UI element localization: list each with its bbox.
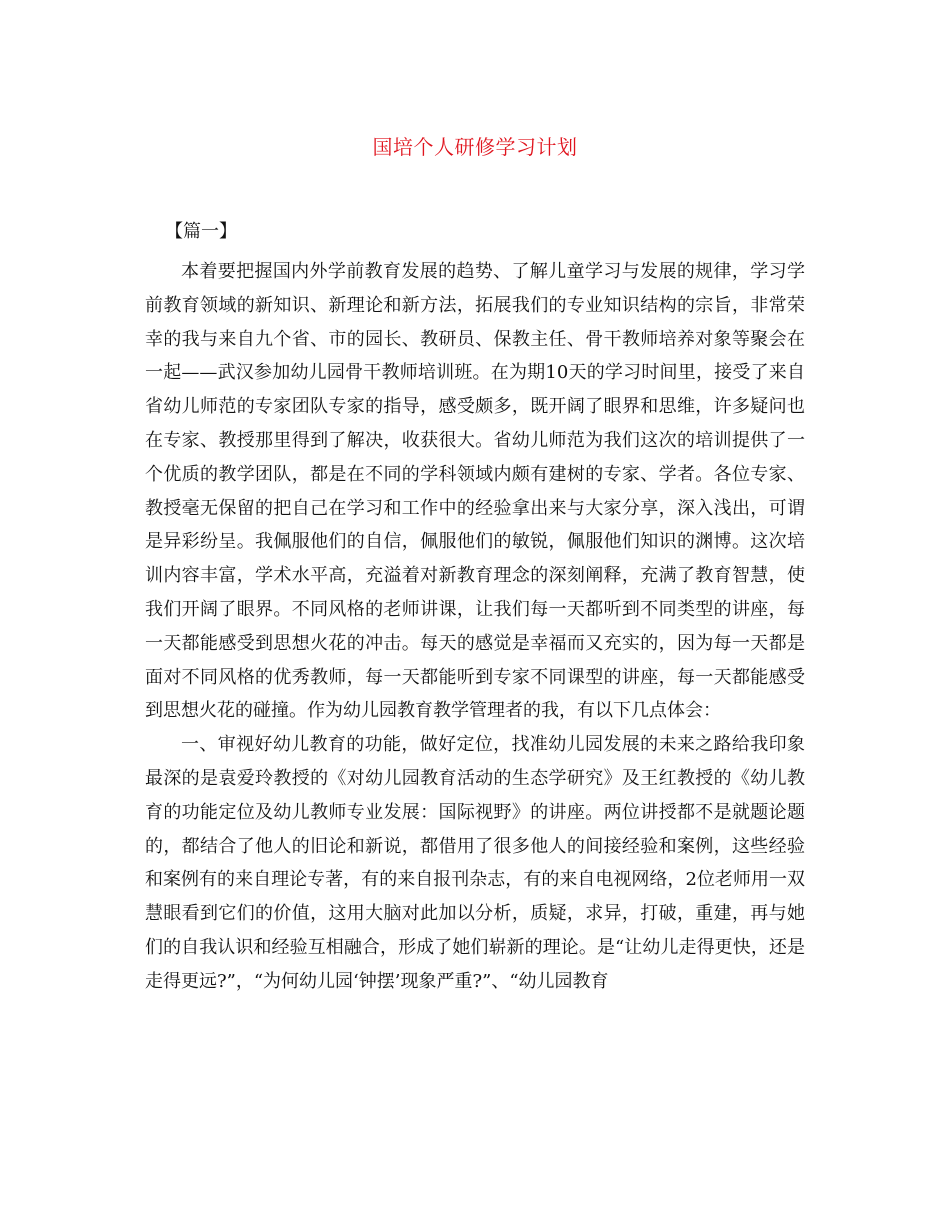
paragraph-point-one: 一、审视好幼儿教育的功能，做好定位，找准幼儿园发展的未来之路给我印象最深的是袁爱玲教授的《对幼儿园教育活动的生态学研究》及王红教授的《幼儿教育的功能定位及幼儿教师专业发展：国际视野》的讲座。两位讲授都不是就题论题的，都结合了他人的旧论和新说，都借用了很多他人的间接经验和案例，这些经验和案例有的来自理论专著，有的来自报刊杂志，有的来自电视网络，2位老师用一双慧眼看到它们的价值，这用大脑对此加以分析，质疑，求异，打破，重建，再与她们的自我认识和经验互相融合，形成了她们崭新的理论。是“让幼儿走得更快，还是走得更远?”，“为何幼儿园‘钟摆’现象严重?”、“幼儿园教育 <box>145 734 805 992</box>
section-heading: 【篇一】 <box>165 221 237 242</box>
document-title: 国培个人研修学习计划 <box>372 135 578 159</box>
paragraph-intro: 本着要把握国内外学前教育发展的趋势、了解儿童学习与发展的规律，学习学前教育领域的新知识、新理论和新方法，拓展我们的专业知识结构的宗旨，非常荣幸的我与来自九个省、市的园长、教研员、保教主任、骨干教师培养对象等聚会在一起——武汉参加幼儿园骨干教师培训班。在为期10天的学习时间里，接受了来自省幼儿师范的专家团队专家的指导，感受颇多，既开阔了眼界和思维，许多疑问也在专家、教授那里得到了解决，收获很大。省幼儿师范为我们这次的培训提供了一个优质的教学团队，都是在不同的学科领域内颇有建树的专家、学者。各位专家、教授毫无保留的把自己在学习和工作中的经验拿出来与大家分享，深入浅出，可谓是异彩纷呈。我佩服他们的自信，佩服他们的敏锐，佩服他们知识的渊博。这次培训内容丰富，学术水平高，充溢着对新教育理念的深刻阐释，充满了教育智慧，使我们开阔了眼界。不同风格的老师讲课，让我们每一天都听到不同类型的讲座，每一天都能感受到思想火花的冲击。每天的感觉是幸福而又充实的，因为每一天都是面对不同风格的优秀教师，每一天都能听到专家不同课型的讲座，每一天都能感受到思想火花的碰撞。作为幼儿园教育教学管理者的我，有以下几点体会： <box>145 261 805 722</box>
document-body <box>145 255 805 999</box>
